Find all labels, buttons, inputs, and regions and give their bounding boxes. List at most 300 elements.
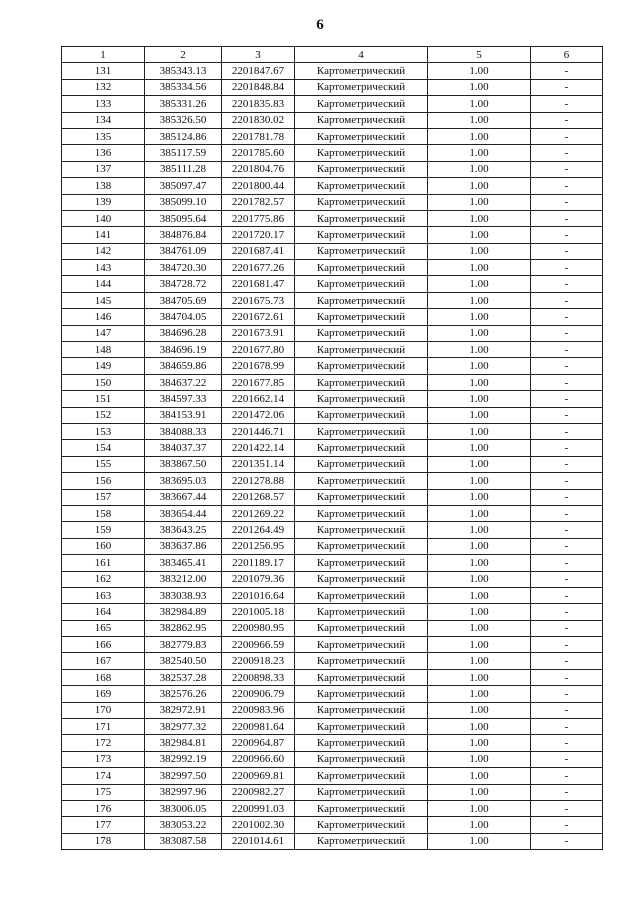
note-cell: -	[531, 309, 603, 325]
y-coordinate-cell: 2201189.17	[222, 555, 295, 571]
x-coordinate-cell: 382779.83	[145, 637, 222, 653]
method-cell: Картометрический	[295, 653, 428, 669]
y-coordinate-cell: 2200981.64	[222, 719, 295, 735]
accuracy-cell: 1.00	[428, 292, 531, 308]
table-row	[62, 342, 603, 358]
table-row	[62, 833, 603, 849]
y-coordinate-cell: 2201672.61	[222, 309, 295, 325]
accuracy-cell: 1.00	[428, 63, 531, 79]
y-coordinate-cell: 2200982.27	[222, 784, 295, 800]
y-coordinate-cell: 2201677.26	[222, 260, 295, 276]
note-cell: -	[531, 260, 603, 276]
note-cell: -	[531, 653, 603, 669]
table-row	[62, 817, 603, 833]
y-coordinate-cell: 2201278.88	[222, 473, 295, 489]
method-cell: Картометрический	[295, 342, 428, 358]
table-row	[62, 145, 603, 161]
point-number-cell: 139	[62, 194, 145, 210]
table-row	[62, 292, 603, 308]
point-number-cell: 163	[62, 587, 145, 603]
point-number-cell: 178	[62, 833, 145, 849]
x-coordinate-cell: 384728.72	[145, 276, 222, 292]
point-number-cell: 131	[62, 63, 145, 79]
table-row	[62, 407, 603, 423]
x-coordinate-cell: 384637.22	[145, 374, 222, 390]
method-cell: Картометрический	[295, 817, 428, 833]
column-header-4: 4	[295, 47, 428, 63]
x-coordinate-cell: 382997.96	[145, 784, 222, 800]
x-coordinate-cell: 383643.25	[145, 522, 222, 538]
method-cell: Картометрический	[295, 522, 428, 538]
accuracy-cell: 1.00	[428, 407, 531, 423]
point-number-cell: 149	[62, 358, 145, 374]
method-cell: Картометрический	[295, 145, 428, 161]
method-cell: Картометрический	[295, 751, 428, 767]
point-number-cell: 171	[62, 719, 145, 735]
x-coordinate-cell: 384720.30	[145, 260, 222, 276]
y-coordinate-cell: 2201675.73	[222, 292, 295, 308]
method-cell: Картометрический	[295, 833, 428, 849]
accuracy-cell: 1.00	[428, 456, 531, 472]
table-row	[62, 391, 603, 407]
point-number-cell: 134	[62, 112, 145, 128]
y-coordinate-cell: 2201847.67	[222, 63, 295, 79]
note-cell: -	[531, 555, 603, 571]
y-coordinate-cell: 2201002.30	[222, 817, 295, 833]
accuracy-cell: 1.00	[428, 751, 531, 767]
note-cell: -	[531, 686, 603, 702]
table-row	[62, 325, 603, 341]
y-coordinate-cell: 2200966.60	[222, 751, 295, 767]
x-coordinate-cell: 383637.86	[145, 538, 222, 554]
note-cell: -	[531, 161, 603, 177]
note-cell: -	[531, 456, 603, 472]
x-coordinate-cell: 383867.50	[145, 456, 222, 472]
point-number-cell: 162	[62, 571, 145, 587]
point-number-cell: 177	[62, 817, 145, 833]
method-cell: Картометрический	[295, 128, 428, 144]
accuracy-cell: 1.00	[428, 538, 531, 554]
accuracy-cell: 1.00	[428, 800, 531, 816]
note-cell: -	[531, 423, 603, 439]
note-cell: -	[531, 112, 603, 128]
point-number-cell: 133	[62, 96, 145, 112]
accuracy-cell: 1.00	[428, 79, 531, 95]
method-cell: Картометрический	[295, 161, 428, 177]
method-cell: Картометрический	[295, 505, 428, 521]
table-row	[62, 620, 603, 636]
table-row	[62, 489, 603, 505]
point-number-cell: 142	[62, 243, 145, 259]
table-row	[62, 227, 603, 243]
note-cell: -	[531, 63, 603, 79]
point-number-cell: 172	[62, 735, 145, 751]
table-row	[62, 587, 603, 603]
note-cell: -	[531, 227, 603, 243]
x-coordinate-cell: 383053.22	[145, 817, 222, 833]
table-row	[62, 719, 603, 735]
note-cell: -	[531, 145, 603, 161]
x-coordinate-cell: 385095.64	[145, 210, 222, 226]
column-header-6: 6	[531, 47, 603, 63]
method-cell: Картометрический	[295, 440, 428, 456]
point-number-cell: 175	[62, 784, 145, 800]
method-cell: Картометрический	[295, 325, 428, 341]
method-cell: Картометрический	[295, 637, 428, 653]
x-coordinate-cell: 385117.59	[145, 145, 222, 161]
x-coordinate-cell: 385326.50	[145, 112, 222, 128]
point-number-cell: 167	[62, 653, 145, 669]
point-number-cell: 173	[62, 751, 145, 767]
x-coordinate-cell: 384088.33	[145, 423, 222, 439]
accuracy-cell: 1.00	[428, 587, 531, 603]
x-coordinate-cell: 382540.50	[145, 653, 222, 669]
table-row	[62, 96, 603, 112]
note-cell: -	[531, 751, 603, 767]
accuracy-cell: 1.00	[428, 669, 531, 685]
y-coordinate-cell: 2201269.22	[222, 505, 295, 521]
point-number-cell: 176	[62, 800, 145, 816]
point-number-cell: 160	[62, 538, 145, 554]
table-row	[62, 505, 603, 521]
point-number-cell: 143	[62, 260, 145, 276]
y-coordinate-cell: 2201662.14	[222, 391, 295, 407]
y-coordinate-cell: 2200991.03	[222, 800, 295, 816]
accuracy-cell: 1.00	[428, 161, 531, 177]
table-row	[62, 243, 603, 259]
note-cell: -	[531, 342, 603, 358]
point-number-cell: 146	[62, 309, 145, 325]
x-coordinate-cell: 383654.44	[145, 505, 222, 521]
accuracy-cell: 1.00	[428, 604, 531, 620]
method-cell: Картометрический	[295, 407, 428, 423]
y-coordinate-cell: 2201848.84	[222, 79, 295, 95]
method-cell: Картометрический	[295, 178, 428, 194]
method-cell: Картометрический	[295, 79, 428, 95]
note-cell: -	[531, 489, 603, 505]
y-coordinate-cell: 2201351.14	[222, 456, 295, 472]
note-cell: -	[531, 800, 603, 816]
x-coordinate-cell: 383667.44	[145, 489, 222, 505]
y-coordinate-cell: 2201804.76	[222, 161, 295, 177]
accuracy-cell: 1.00	[428, 735, 531, 751]
point-number-cell: 151	[62, 391, 145, 407]
y-coordinate-cell: 2201079.36	[222, 571, 295, 587]
method-cell: Картометрический	[295, 735, 428, 751]
table-row	[62, 260, 603, 276]
point-number-cell: 140	[62, 210, 145, 226]
accuracy-cell: 1.00	[428, 96, 531, 112]
x-coordinate-cell: 384876.84	[145, 227, 222, 243]
note-cell: -	[531, 817, 603, 833]
x-coordinate-cell: 385331.26	[145, 96, 222, 112]
note-cell: -	[531, 128, 603, 144]
note-cell: -	[531, 391, 603, 407]
table-row	[62, 784, 603, 800]
method-cell: Картометрический	[295, 719, 428, 735]
point-number-cell: 161	[62, 555, 145, 571]
note-cell: -	[531, 407, 603, 423]
y-coordinate-cell: 2201720.17	[222, 227, 295, 243]
table-row	[62, 374, 603, 390]
x-coordinate-cell: 385097.47	[145, 178, 222, 194]
y-coordinate-cell: 2201687.41	[222, 243, 295, 259]
accuracy-cell: 1.00	[428, 620, 531, 636]
x-coordinate-cell: 385111.28	[145, 161, 222, 177]
note-cell: -	[531, 473, 603, 489]
point-number-cell: 166	[62, 637, 145, 653]
accuracy-cell: 1.00	[428, 391, 531, 407]
table-row	[62, 178, 603, 194]
note-cell: -	[531, 96, 603, 112]
method-cell: Картометрический	[295, 292, 428, 308]
point-number-cell: 165	[62, 620, 145, 636]
accuracy-cell: 1.00	[428, 833, 531, 849]
table-row	[62, 473, 603, 489]
note-cell: -	[531, 604, 603, 620]
x-coordinate-cell: 382977.32	[145, 719, 222, 735]
note-cell: -	[531, 243, 603, 259]
x-coordinate-cell: 384659.86	[145, 358, 222, 374]
y-coordinate-cell: 2200918.23	[222, 653, 295, 669]
y-coordinate-cell: 2200964.87	[222, 735, 295, 751]
x-coordinate-cell: 383038.93	[145, 587, 222, 603]
accuracy-cell: 1.00	[428, 260, 531, 276]
point-number-cell: 145	[62, 292, 145, 308]
table-row	[62, 604, 603, 620]
point-number-cell: 144	[62, 276, 145, 292]
note-cell: -	[531, 669, 603, 685]
point-number-cell: 168	[62, 669, 145, 685]
table-row	[62, 79, 603, 95]
note-cell: -	[531, 325, 603, 341]
note-cell: -	[531, 571, 603, 587]
table-row	[62, 440, 603, 456]
y-coordinate-cell: 2200983.96	[222, 702, 295, 718]
x-coordinate-cell: 382972.91	[145, 702, 222, 718]
table-row	[62, 161, 603, 177]
note-cell: -	[531, 620, 603, 636]
y-coordinate-cell: 2200898.33	[222, 669, 295, 685]
point-number-cell: 150	[62, 374, 145, 390]
accuracy-cell: 1.00	[428, 768, 531, 784]
accuracy-cell: 1.00	[428, 702, 531, 718]
table-row	[62, 555, 603, 571]
accuracy-cell: 1.00	[428, 489, 531, 505]
method-cell: Картометрический	[295, 800, 428, 816]
method-cell: Картометрический	[295, 702, 428, 718]
note-cell: -	[531, 538, 603, 554]
point-number-cell: 169	[62, 686, 145, 702]
note-cell: -	[531, 587, 603, 603]
method-cell: Картометрический	[295, 96, 428, 112]
note-cell: -	[531, 276, 603, 292]
point-number-cell: 147	[62, 325, 145, 341]
note-cell: -	[531, 784, 603, 800]
x-coordinate-cell: 384761.09	[145, 243, 222, 259]
y-coordinate-cell: 2201678.99	[222, 358, 295, 374]
accuracy-cell: 1.00	[428, 243, 531, 259]
y-coordinate-cell: 2201005.18	[222, 604, 295, 620]
x-coordinate-cell: 385124.86	[145, 128, 222, 144]
x-coordinate-cell: 385343.13	[145, 63, 222, 79]
x-coordinate-cell: 384037.37	[145, 440, 222, 456]
x-coordinate-cell: 382537.28	[145, 669, 222, 685]
header-row	[62, 47, 603, 63]
method-cell: Картометрический	[295, 309, 428, 325]
method-cell: Картометрический	[295, 276, 428, 292]
column-header-5: 5	[428, 47, 531, 63]
x-coordinate-cell: 384705.69	[145, 292, 222, 308]
accuracy-cell: 1.00	[428, 358, 531, 374]
point-number-cell: 159	[62, 522, 145, 538]
accuracy-cell: 1.00	[428, 342, 531, 358]
x-coordinate-cell: 382997.50	[145, 768, 222, 784]
table-row	[62, 522, 603, 538]
note-cell: -	[531, 178, 603, 194]
table-row	[62, 456, 603, 472]
note-cell: -	[531, 440, 603, 456]
y-coordinate-cell: 2201422.14	[222, 440, 295, 456]
method-cell: Картометрический	[295, 456, 428, 472]
method-cell: Картометрический	[295, 489, 428, 505]
y-coordinate-cell: 2201472.06	[222, 407, 295, 423]
table-row	[62, 210, 603, 226]
method-cell: Картометрический	[295, 604, 428, 620]
table-row	[62, 276, 603, 292]
accuracy-cell: 1.00	[428, 374, 531, 390]
accuracy-cell: 1.00	[428, 128, 531, 144]
table-row	[62, 735, 603, 751]
table-row	[62, 751, 603, 767]
method-cell: Картометрический	[295, 423, 428, 439]
note-cell: -	[531, 79, 603, 95]
method-cell: Картометрический	[295, 374, 428, 390]
point-number-cell: 174	[62, 768, 145, 784]
method-cell: Картометрический	[295, 260, 428, 276]
y-coordinate-cell: 2201446.71	[222, 423, 295, 439]
accuracy-cell: 1.00	[428, 571, 531, 587]
table-row	[62, 637, 603, 653]
y-coordinate-cell: 2201781.78	[222, 128, 295, 144]
point-number-cell: 157	[62, 489, 145, 505]
table-row	[62, 702, 603, 718]
y-coordinate-cell: 2200906.79	[222, 686, 295, 702]
method-cell: Картометрический	[295, 112, 428, 128]
point-number-cell: 138	[62, 178, 145, 194]
note-cell: -	[531, 194, 603, 210]
accuracy-cell: 1.00	[428, 637, 531, 653]
x-coordinate-cell: 382984.81	[145, 735, 222, 751]
point-number-cell: 132	[62, 79, 145, 95]
table-row	[62, 423, 603, 439]
x-coordinate-cell: 382992.19	[145, 751, 222, 767]
method-cell: Картометрический	[295, 473, 428, 489]
point-number-cell: 153	[62, 423, 145, 439]
point-number-cell: 148	[62, 342, 145, 358]
method-cell: Картометрический	[295, 620, 428, 636]
y-coordinate-cell: 2200969.81	[222, 768, 295, 784]
method-cell: Картометрический	[295, 227, 428, 243]
point-number-cell: 136	[62, 145, 145, 161]
x-coordinate-cell: 385334.56	[145, 79, 222, 95]
accuracy-cell: 1.00	[428, 325, 531, 341]
y-coordinate-cell: 2201014.61	[222, 833, 295, 849]
note-cell: -	[531, 768, 603, 784]
y-coordinate-cell: 2201268.57	[222, 489, 295, 505]
x-coordinate-cell: 382984.89	[145, 604, 222, 620]
table-row	[62, 63, 603, 79]
y-coordinate-cell: 2201264.49	[222, 522, 295, 538]
y-coordinate-cell: 2201800.44	[222, 178, 295, 194]
y-coordinate-cell: 2201677.85	[222, 374, 295, 390]
accuracy-cell: 1.00	[428, 784, 531, 800]
accuracy-cell: 1.00	[428, 653, 531, 669]
accuracy-cell: 1.00	[428, 473, 531, 489]
method-cell: Картометрический	[295, 555, 428, 571]
note-cell: -	[531, 522, 603, 538]
accuracy-cell: 1.00	[428, 719, 531, 735]
table-row	[62, 112, 603, 128]
table-row	[62, 653, 603, 669]
x-coordinate-cell: 382576.26	[145, 686, 222, 702]
point-number-cell: 141	[62, 227, 145, 243]
accuracy-cell: 1.00	[428, 145, 531, 161]
note-cell: -	[531, 374, 603, 390]
x-coordinate-cell: 382862.95	[145, 620, 222, 636]
page-number: 6	[316, 17, 324, 33]
y-coordinate-cell: 2201830.02	[222, 112, 295, 128]
note-cell: -	[531, 719, 603, 735]
table-body	[62, 63, 603, 850]
accuracy-cell: 1.00	[428, 817, 531, 833]
point-number-cell: 156	[62, 473, 145, 489]
accuracy-cell: 1.00	[428, 276, 531, 292]
method-cell: Картометрический	[295, 784, 428, 800]
table-row	[62, 768, 603, 784]
method-cell: Картометрический	[295, 571, 428, 587]
y-coordinate-cell: 2201785.60	[222, 145, 295, 161]
column-header-1: 1	[62, 47, 145, 63]
x-coordinate-cell: 384696.28	[145, 325, 222, 341]
accuracy-cell: 1.00	[428, 210, 531, 226]
point-number-cell: 154	[62, 440, 145, 456]
point-number-cell: 152	[62, 407, 145, 423]
note-cell: -	[531, 833, 603, 849]
table-row	[62, 571, 603, 587]
y-coordinate-cell: 2201677.80	[222, 342, 295, 358]
method-cell: Картометрический	[295, 194, 428, 210]
y-coordinate-cell: 2201016.64	[222, 587, 295, 603]
accuracy-cell: 1.00	[428, 440, 531, 456]
accuracy-cell: 1.00	[428, 686, 531, 702]
note-cell: -	[531, 702, 603, 718]
y-coordinate-cell: 2200966.59	[222, 637, 295, 653]
note-cell: -	[531, 292, 603, 308]
table-row	[62, 128, 603, 144]
accuracy-cell: 1.00	[428, 522, 531, 538]
x-coordinate-cell: 384696.19	[145, 342, 222, 358]
accuracy-cell: 1.00	[428, 194, 531, 210]
method-cell: Картометрический	[295, 587, 428, 603]
table-header	[62, 47, 603, 63]
method-cell: Картометрический	[295, 243, 428, 259]
y-coordinate-cell: 2201256.95	[222, 538, 295, 554]
x-coordinate-cell: 383006.05	[145, 800, 222, 816]
table-row	[62, 686, 603, 702]
accuracy-cell: 1.00	[428, 505, 531, 521]
method-cell: Картометрический	[295, 669, 428, 685]
